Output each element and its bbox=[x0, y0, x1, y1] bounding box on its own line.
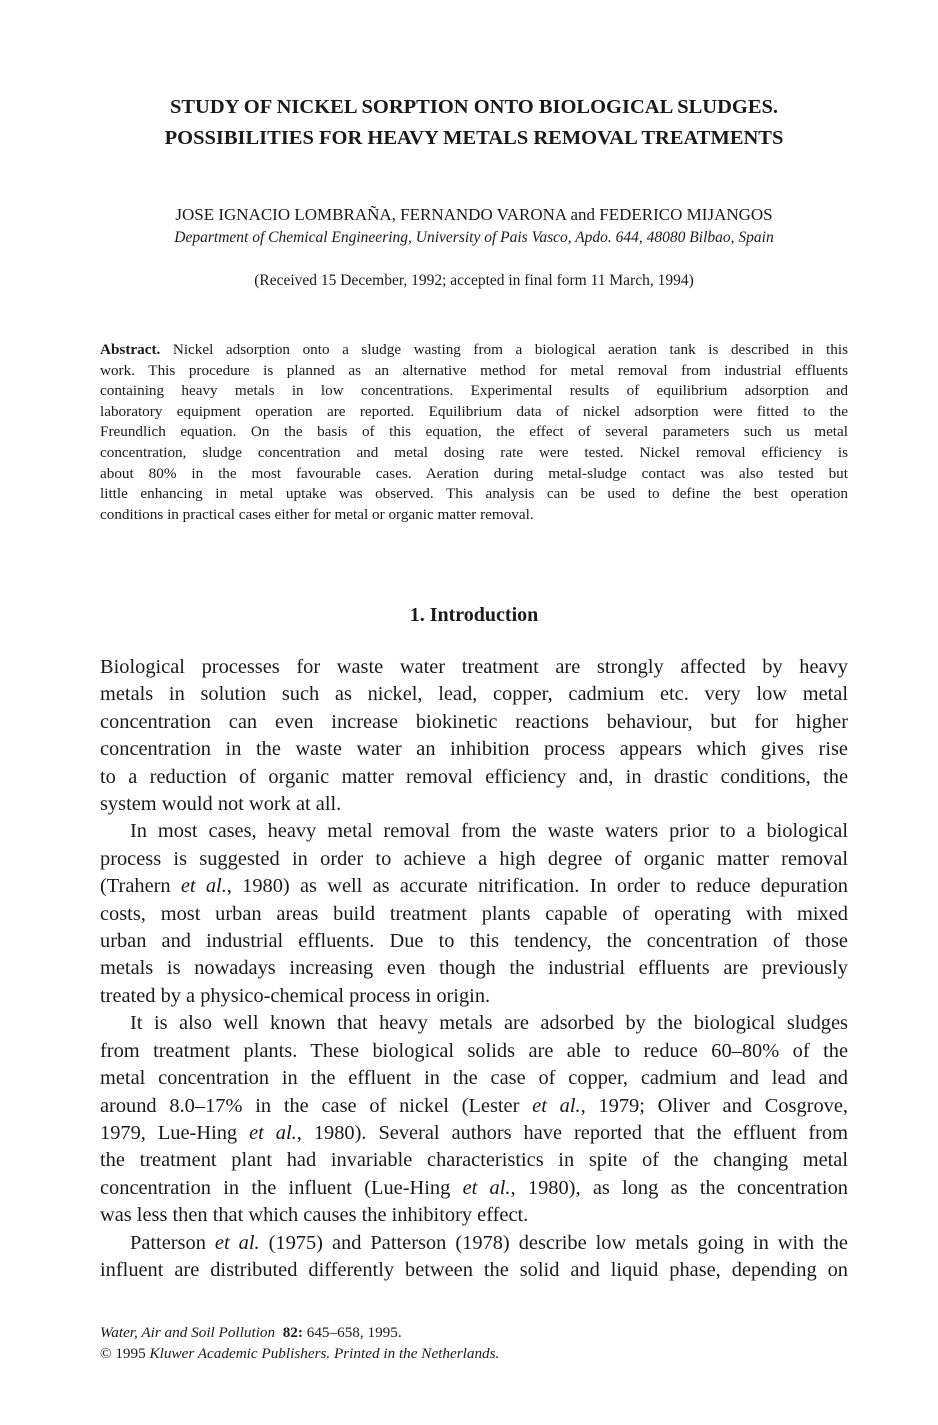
body-line: urban and industrial effluents. Due to this tendency, the concentration of those bbox=[100, 930, 848, 953]
page-footer bbox=[100, 1323, 848, 1364]
body-line: treated by a physico-chemical process in origin. bbox=[100, 984, 491, 1007]
abstract bbox=[100, 340, 848, 525]
body-text bbox=[100, 654, 848, 1284]
citation-etal: et al. bbox=[532, 1094, 581, 1117]
journal-volume: 82: bbox=[282, 1324, 303, 1341]
body-line: costs, most urban areas build treatment plants capable of operating with mixed bbox=[100, 902, 848, 925]
body-line: 1979, Lue-Hing et al., 1980). Several authors have reported that the effluent from bbox=[100, 1121, 848, 1144]
abstract-line: work. This procedure is planned as an alternative method for metal removal from industrial effluents bbox=[100, 361, 848, 379]
copyright-line bbox=[100, 1344, 848, 1365]
body-line: In most cases, heavy metal removal from the waste waters prior to a biological bbox=[130, 820, 848, 843]
citation-etal: et al. bbox=[462, 1176, 511, 1199]
abstract-line: concentration, sludge concentration and metal dosing rate were tested. Nickel removal efficiency is bbox=[100, 443, 848, 461]
body-line: influent are distributed differently between the solid and liquid phase, depending on bbox=[100, 1258, 848, 1281]
title-line-1: STUDY OF NICKEL SORPTION ONTO BIOLOGICAL SLUDGES. bbox=[169, 96, 779, 118]
body-line: was less then that which causes the inhibitory effect. bbox=[100, 1204, 529, 1227]
affiliation: Department of Chemical Engineering, University of Pais Vasco, Apdo. 644, 48080 Bilbao, Spain bbox=[174, 229, 774, 246]
abstract-label: Abstract. bbox=[100, 341, 161, 358]
body-line: Patterson et al. (1975) and Patterson (1978) describe low metals going in with the bbox=[130, 1231, 848, 1254]
abstract-line: Abstract. Nickel adsorption onto a sludge wasting from a biological aeration tank is described in this bbox=[100, 341, 848, 358]
body-line: to a reduction of organic matter removal efficiency and, in drastic conditions, the bbox=[100, 765, 848, 788]
publisher-name: Kluwer Academic Publishers. Printed in the Netherlands. bbox=[149, 1344, 500, 1362]
body-line: Biological processes for waste water treatment are strongly affected by heavy bbox=[100, 656, 848, 678]
abstract-line: little enhancing in metal uptake was observed. This analysis can be used to define the best operation bbox=[100, 485, 848, 503]
author-list: JOSE IGNACIO LOMBRAÑA, FERNANDO VARONA and FEDERICO MIJANGOS bbox=[175, 205, 773, 224]
body-line: around 8.0–17% in the case of nickel (Lester et al., 1979; Oliver and Cosgrove, bbox=[100, 1094, 848, 1117]
journal-name: Water, Air and Soil Pollution bbox=[100, 1324, 276, 1341]
abstract-line: conditions in practical cases either for metal or organic matter removal. bbox=[100, 505, 534, 523]
abstract-line: about 80% in the most favourable cases. Aeration during metal-sludge contact was also tested but bbox=[100, 464, 848, 482]
citation-etal: et al. bbox=[249, 1121, 297, 1144]
body-line: (Trahern et al., 1980) as well as accurate nitrification. In order to reduce depuration bbox=[100, 875, 848, 898]
body-line: the treatment plant had invariable characteristics in spite of the changing metal bbox=[100, 1149, 848, 1172]
body-line: from treatment plants. These biological solids are able to reduce 60–80% of the bbox=[100, 1039, 848, 1062]
title-line-2: POSSIBILITIES FOR HEAVY METALS REMOVAL TREATMENTS bbox=[164, 127, 784, 149]
body-line: process is suggested in order to achieve a high degree of organic matter removal bbox=[100, 847, 848, 870]
abstract-line: laboratory equipment operation are reported. Equilibrium data of nickel adsorption were fitted to the bbox=[100, 402, 848, 420]
abstract-line: containing heavy metals in low concentrations. Experimental results of equilibrium adsorption and bbox=[100, 382, 848, 400]
body-line: concentration in the influent (Lue-Hing et al., 1980), as long as the concentration bbox=[100, 1176, 848, 1199]
received-dates: (Received 15 December, 1992; accepted in final form 11 March, 1994) bbox=[254, 272, 694, 289]
citation-etal: et al. bbox=[180, 875, 227, 898]
body-line: metal concentration in the effluent in the case of copper, cadmium and lead and bbox=[100, 1067, 848, 1090]
journal-citation bbox=[100, 1323, 848, 1344]
section-heading-introduction: 1. Introduction bbox=[409, 604, 539, 626]
body-line: metals in solution such as nickel, lead, copper, cadmium etc. very low metal bbox=[100, 683, 848, 706]
citation-etal: et al. bbox=[214, 1231, 260, 1254]
paper-title bbox=[100, 92, 848, 154]
body-line: concentration in the waste water an inhibition process appears which gives rise bbox=[100, 738, 848, 761]
abstract-line: Freundlich equation. On the basis of this equation, the effect of several parameters such us metal bbox=[100, 423, 848, 441]
journal-pages: 645–658, 1995. bbox=[302, 1324, 402, 1341]
body-line: It is also well known that heavy metals are adsorbed by the biological sludges bbox=[130, 1012, 848, 1035]
body-line: metals is nowadays increasing even though the industrial effluents are previously bbox=[100, 957, 848, 980]
body-line: system would not work at all. bbox=[100, 793, 342, 816]
copyright-year: © 1995 bbox=[100, 1344, 150, 1362]
body-line: concentration can even increase biokinetic reactions behaviour, but for higher bbox=[100, 710, 848, 733]
